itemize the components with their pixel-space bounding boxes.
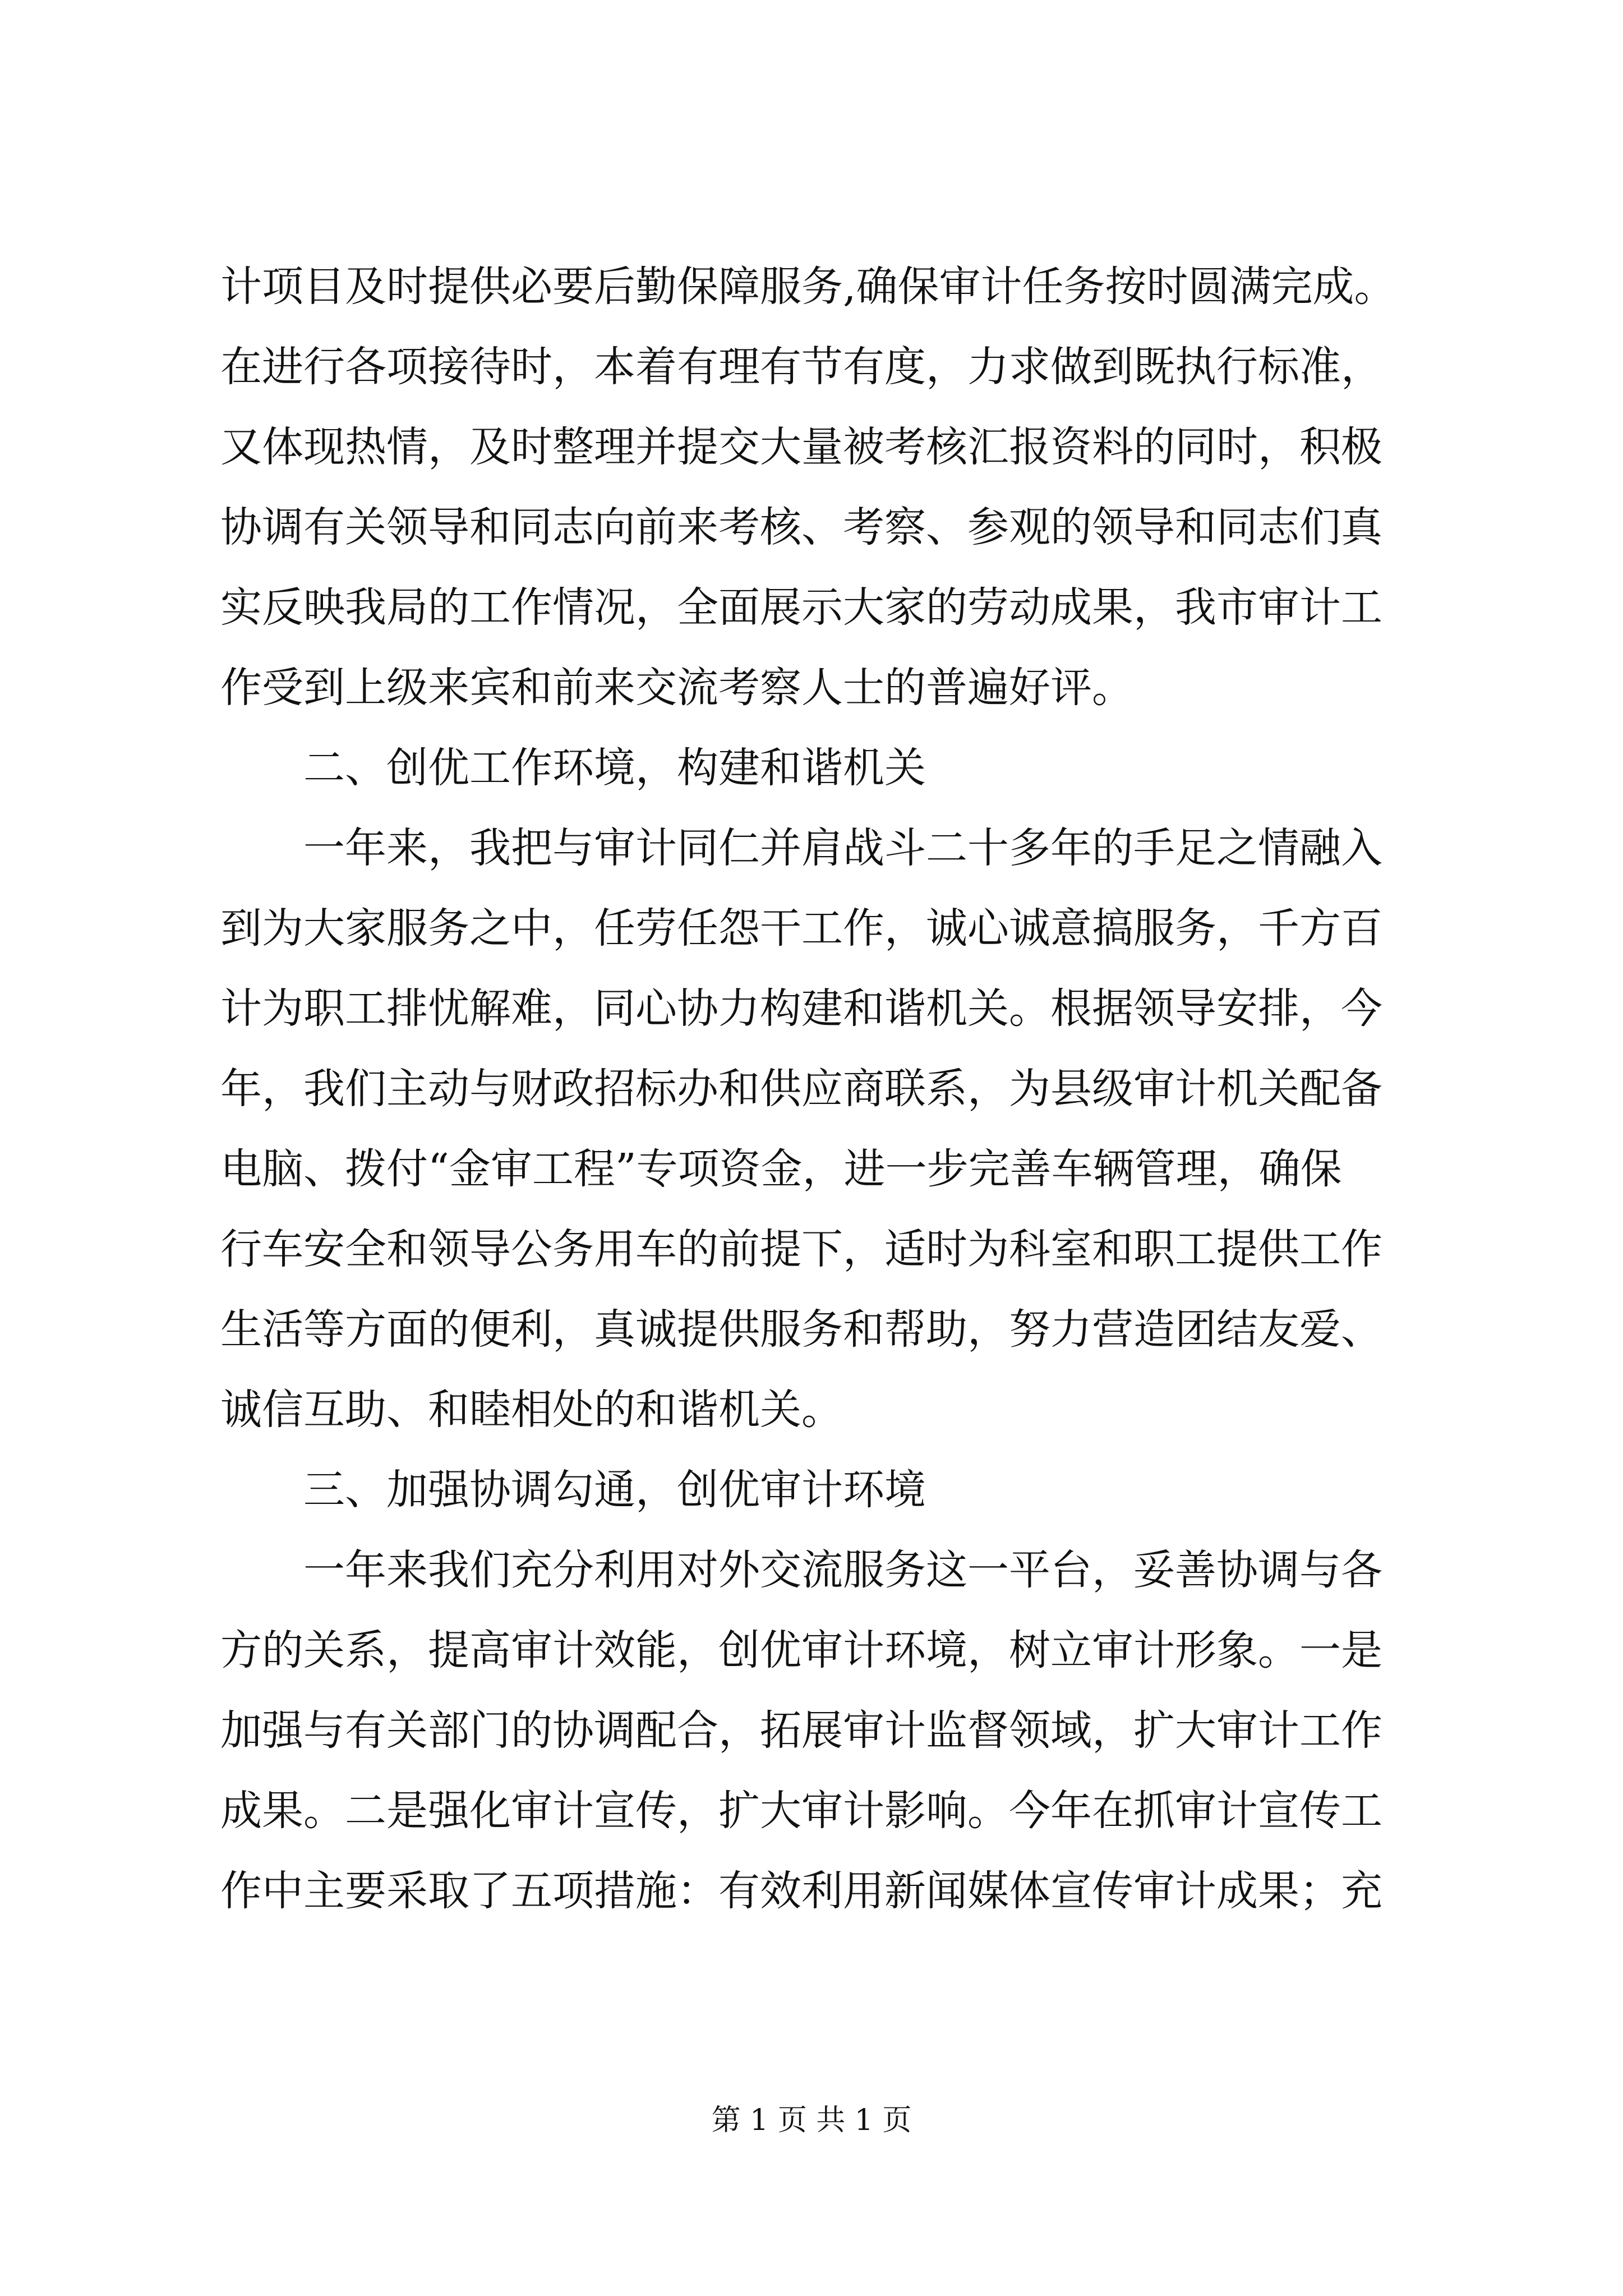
body-line: 行车安全和领导公务用车的前提下，适时为科室和职工提供工作 <box>220 1225 1382 1273</box>
body-line: 成果。二是强化审计宣传，扩大审计影响。今年在抓审计宣传工 <box>220 1787 1382 1835</box>
body-line: 计为职工排忧解难，同心协力构建和谐机关。根据领导安排，今 <box>220 984 1382 1033</box>
body-line: 作受到上级来宾和前来交流考察人士的普遍好评。 <box>220 664 1133 712</box>
body-line: 年，我们主动与财政招标办和供应商联系，为县级审计机关配备 <box>220 1065 1382 1113</box>
page-footer <box>0 2101 1623 2140</box>
section-heading: 三、加强协调勾通，创优审计环境 <box>303 1466 926 1514</box>
section-heading: 二、创优工作环境，构建和谐机关 <box>303 744 926 792</box>
body-line: 协调有关领导和同志向前来考核、考察、参观的领导和同志们真 <box>220 503 1382 551</box>
body-line: 诚信互助、和睦相处的和谐机关。 <box>220 1386 843 1434</box>
paragraph-first-line: 一年来，我把与审计同仁并肩战斗二十多年的手足之情融入 <box>303 824 1382 872</box>
paragraph-first-line: 一年来我们充分利用对外交流服务这一平台，妥善协调与各 <box>303 1546 1382 1594</box>
body-line: 到为大家服务之中，任劳任怨干工作，诚心诚意搞服务，千方百 <box>220 904 1382 953</box>
page-number-label: 第 1 页 共 1 页 <box>711 2104 912 2137</box>
body-line: 方的关系，提高审计效能，创优审计环境，树立审计形象。一是 <box>220 1626 1382 1674</box>
body-line: 在进行各项接待时，本着有理有节有度，力求做到既执行标准， <box>220 343 1382 391</box>
body-line: 又体现热情，及时整理并提交大量被考核汇报资料的同时，积极 <box>220 423 1382 471</box>
document-body <box>220 247 1421 1931</box>
body-line: 生活等方面的便利，真诚提供服务和帮助，努力营造团结友爱、 <box>220 1305 1382 1354</box>
body-line: 加强与有关部门的协调配合，拓展审计监督领域，扩大审计工作 <box>220 1706 1382 1755</box>
body-line: 实反映我局的工作情况，全面展示大家的劳动成果，我市审计工 <box>220 583 1382 632</box>
body-line: 电脑、拨付“金审工程”专项资金，进一步完善车辆管理，确保 <box>220 1145 1342 1193</box>
body-line: 作中主要采取了五项措施：有效利用新闻媒体宣传审计成果；充 <box>220 1867 1382 1915</box>
body-line: 计项目及时提供必要后勤保障服务,确保审计任务按时圆满完成。 <box>220 263 1396 311</box>
